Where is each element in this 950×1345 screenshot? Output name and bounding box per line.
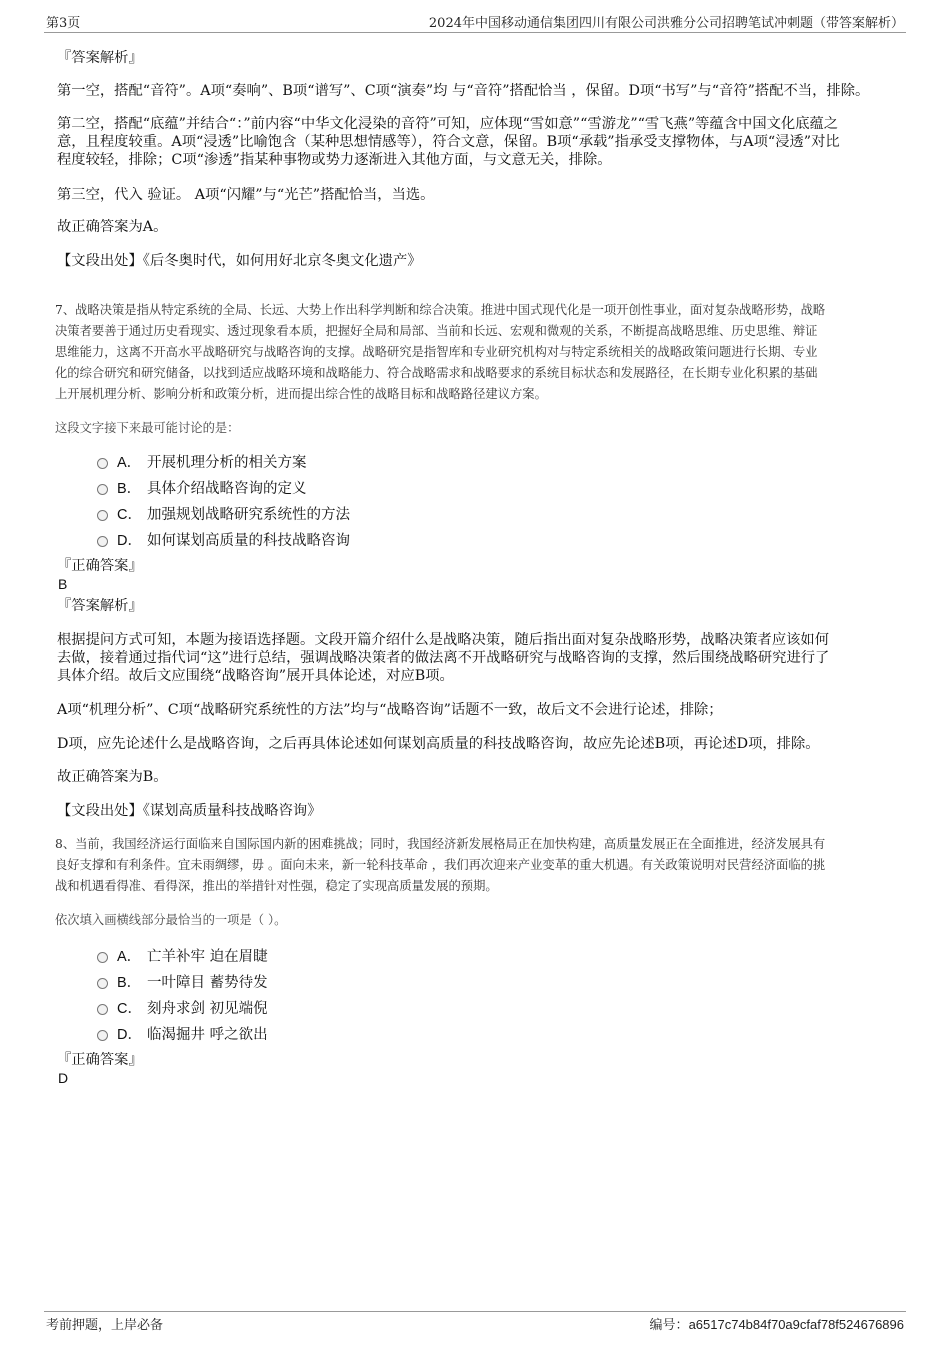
question-8-text: 良好支撑和有利条件。宜未雨绸缪，毋 。面向未来，新一轮科技革命 ，我们再次迎来产业变革的重大机遇。有关政策说明对民营经济面临的挑 (55, 858, 826, 872)
correct-answer-label: 『正确答案』 (57, 1052, 143, 1068)
question-8-option-a[interactable]: A． 亡羊补牢 迫在眉睫 (97, 945, 268, 966)
radio-icon[interactable] (97, 510, 108, 521)
analysis-paragraph: 程度较轻，排除；C项“渗透”指某种事物或势力逐渐进入其他方面，与文意无关，排除。 (57, 152, 612, 168)
analysis-label: 『答案解析』 (57, 598, 143, 614)
header-divider (44, 32, 906, 33)
document-code-value: a6517c74b84f70a9cfaf78f524676896 (688, 1317, 904, 1332)
radio-icon[interactable] (97, 1004, 108, 1015)
document-title: 2024年中国移动通信集团四川有限公司洪雅分公司招聘笔试冲刺题（带答案解析） (428, 16, 904, 31)
analysis-conclusion: 故正确答案为B。 (57, 769, 168, 785)
correct-answer: D (58, 1070, 69, 1086)
radio-icon[interactable] (97, 952, 108, 963)
question-7-text: 思维能力，这离不开高水平战略研究与战略咨询的支撑。战略研究是指智库和专业研究机构对与特定系统相关的战略政策问题进行长期、专业 (55, 345, 818, 359)
question-7-text: 化的综合研究和研究储备，以找到适应战略环境和战略能力、符合战略需求和战略要求的系统目标状态和发展路径，在长期专业化积累的基础 (55, 366, 818, 380)
radio-icon[interactable] (97, 484, 108, 495)
correct-answer-label: 『正确答案』 (57, 558, 143, 574)
question-8-text: 战和机遇看得准、看得深，推出的举措针对性强，稳定了实现高质量发展的预期。 (55, 879, 498, 893)
question-7-option-b[interactable]: B． 具体介绍战略咨询的定义 (97, 477, 307, 498)
analysis-paragraph: 具体介绍。故后文应围绕“战略咨询”展开具体论述，对应B项。 (57, 668, 454, 684)
analysis-conclusion: 故正确答案为A。 (57, 219, 168, 235)
question-7-prompt: 这段文字接下来最可能讨论的是： (55, 421, 240, 435)
analysis-paragraph: 第一空，搭配“音符”。A项“奏响”、B项“谱写”、C项“演奏”均 与“音符”搭配恰当 ，保留。D项“书写”与“音符”搭配不当，排除。 (57, 83, 870, 99)
analysis-paragraph: 去做，接着通过指代词“这”进行总结，强调战略决策者的做法离不开战略研究与战略咨询的支撑，然后围绕战略研究进行了 (57, 650, 830, 666)
question-8-option-b[interactable]: B． 一叶障目 蓄势待发 (97, 971, 268, 992)
analysis-paragraph: 意，且程度较重。A项“浸透”比喻饱含（某种思想情感等），符合文意，保留。B项“承载”指承受支撑物体，与A项“浸透”对比 (57, 134, 840, 150)
radio-icon[interactable] (97, 978, 108, 989)
analysis-label: 『答案解析』 (57, 50, 143, 66)
document-code-label: 编号： (649, 1318, 689, 1333)
radio-icon[interactable] (97, 1030, 108, 1041)
question-8-text: 8、当前，我国经济运行面临来自国际国内新的困难挑战；同时，我国经济新发展格局正在加快构建，高质量发展正在全面推进，经济发展具有 (55, 837, 826, 851)
footer-slogan: 考前押题，上岸必备 (46, 1318, 164, 1333)
document-code (650, 1314, 904, 1333)
radio-icon[interactable] (97, 536, 108, 547)
footer-divider (44, 1311, 906, 1312)
analysis-paragraph: A项“机理分析”、C项“战略研究系统性的方法”均与“战略咨询”话题不一致，故后文不会进行论述，排除； (57, 702, 723, 718)
passage-source: 【文段出处】《谋划高质量科技战略咨询》 (57, 803, 322, 819)
question-8-option-d[interactable]: D． 临渴掘井 呼之欲出 (97, 1023, 268, 1044)
question-7-option-a[interactable]: A． 开展机理分析的相关方案 (97, 451, 307, 472)
correct-answer: B (58, 576, 68, 592)
question-7-text: 7、战略决策是指从特定系统的全局、长远、大势上作出科学判断和综合决策。推进中国式现代化是一项开创性事业，面对复杂战略形势，战略 (55, 303, 826, 317)
question-7-text: 决策者要善于通过历史看现实、透过现象看本质，把握好全局和局部、当前和长远、宏观和微观的关系，不断提高战略思维、历史思维、辩证 (55, 324, 818, 338)
question-8-option-c[interactable]: C． 刻舟求剑 初见端倪 (97, 997, 268, 1018)
question-7-option-d[interactable]: D． 如何谋划高质量的科技战略咨询 (97, 529, 350, 550)
analysis-paragraph: 第二空，搭配“底蕴”并结合“：”前内容“中华文化浸染的音符”可知，应体现“雪如意”“雪游龙”“雪飞燕”等蕴含中国文化底蕴之 (57, 116, 839, 132)
analysis-paragraph: 根据提问方式可知，本题为接语选择题。文段开篇介绍什么是战略决策，随后指出面对复杂战略形势，战略决策者应该如何 (57, 632, 830, 648)
page-number: 第3页 (46, 16, 81, 31)
question-7-text: 上开展机理分析、影响分析和政策分析，进而提出综合性的战略目标和战略路径建议方案。 (55, 387, 547, 401)
radio-icon[interactable] (97, 458, 108, 469)
analysis-paragraph: D项，应先论述什么是战略咨询，之后再具体论述如何谋划高质量的科技战略咨询，故应先论述B项，再论述D项，排除。 (57, 736, 820, 752)
passage-source: 【文段出处】《后冬奥时代，如何用好北京冬奥文化遗产》 (57, 253, 422, 269)
analysis-paragraph: 第三空，代入 验证。 A项“闪耀”与“光芒”搭配恰当，当选。 (57, 187, 435, 203)
question-8-prompt: 依次填入画横线部分最恰当的一项是（ ）。 (55, 913, 287, 927)
question-7-option-c[interactable]: C． 加强规划战略研究系统性的方法 (97, 503, 350, 524)
